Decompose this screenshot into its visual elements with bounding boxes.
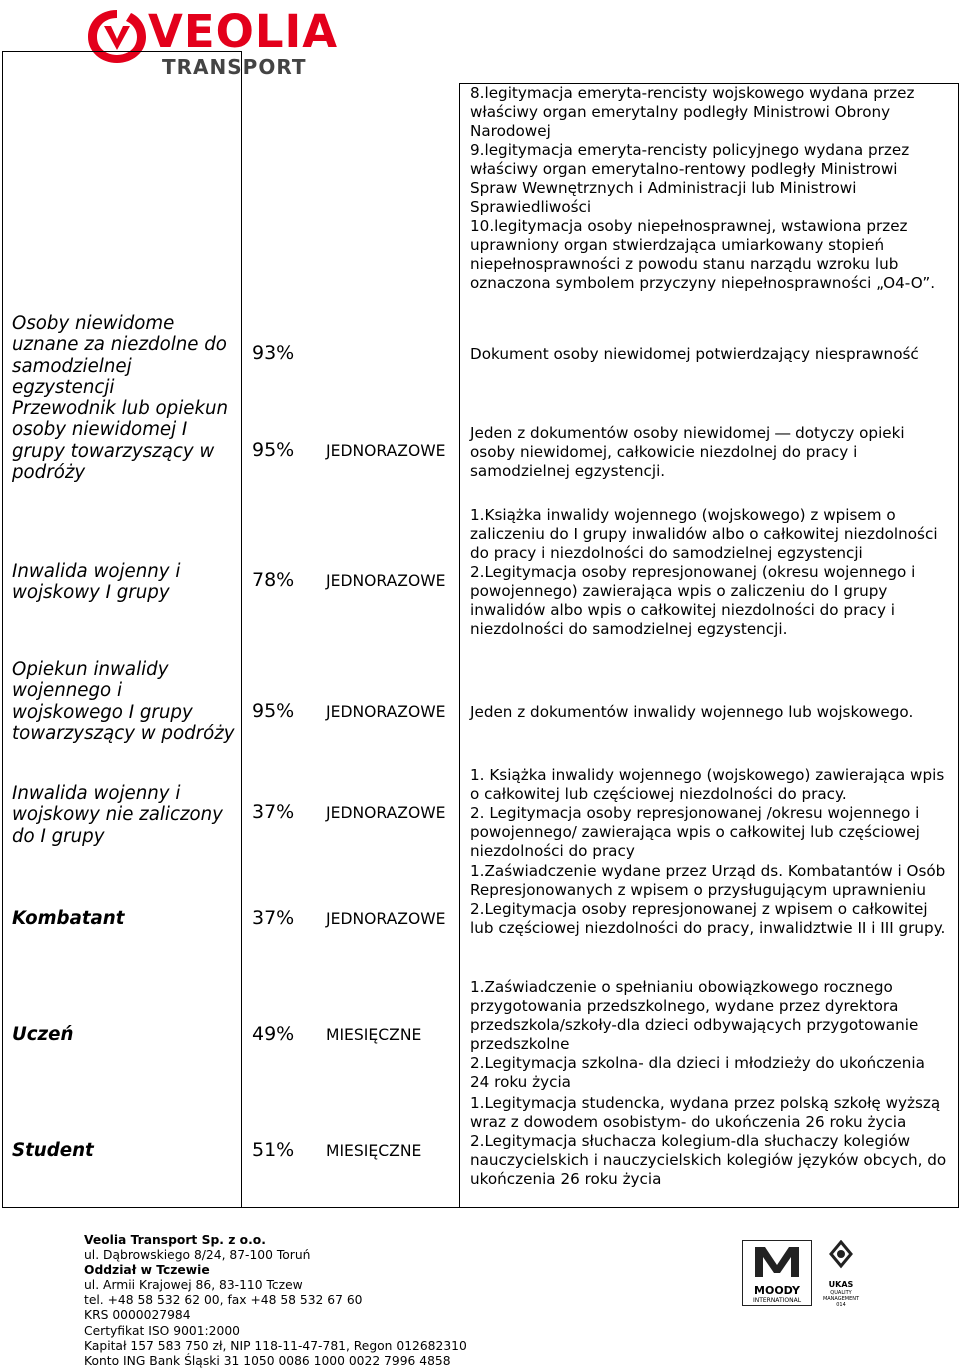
type-cell-6: JEDNORAZOWE [326,910,446,928]
document-cell-0 [470,84,948,293]
document-cell-6: 1.Zaświadczenie wydane przez Urząd ds. Kombatantów i Osób Represjonowanych z wpisem o przysługującym uprawnieniu 2.Legitymacja osoby represjonowanej z wpisem o całkowitej lub częściowej niezdolności do pracy, inwalidztwie II i III grupy. [470,862,946,937]
category-cell-3: Inwalida wojenny i wojskowy I grupy [12,561,181,604]
logo-subtitle: TRANSPORT [162,55,307,79]
percent-cell-3: 78% [252,569,295,591]
document-cell-8: 1.Legitymacja studencka, wydana przez polską szkołę wyższą wraz z dowodem osobistym- do ukończenia 26 roku życia 2.Legitymacja słuchacza kolegium-dla słuchaczy kolegiów nauczycielskich i nauczycielskich kolegiów języków obcych, do ukończenia 26 roku życia [470,1094,947,1188]
footer-bank: Konto ING Bank Śląski 31 1050 0086 1000 0022 7996 4858 [84,1353,451,1368]
ukas-cert-logo [818,1240,864,1308]
category-cell-1: Osoby niewidome uznane za niezdolne do samodzielnej egzystencji [12,313,227,398]
moody-cert-logo [742,1240,812,1306]
logo-wordmark: VEOLIA [148,5,339,58]
moody-name: MOODY [754,1284,800,1297]
ukas-number: 014 [836,1302,846,1308]
document-text: 8.legitymacja emeryta-rencisty wojskowego wydana przez właściwy organ emerytalny podległy Ministrowi Obrony Narodowej 9.legitymacja emeryta-rencisty policyjnego wydana przez właściwy organ emerytalno-rentowy podległy Ministrowi Spraw Wewnętrznych i Administracji lub Ministrowi Sprawiedliwości 10.legitymacja osoby niepełnosprawnej, wstawiona przez uprawniony organ stwierdzająca umiarkowany stopień niepełnosprawności z powodu stanu narządu wzroku lub oznaczona symbolem przyczyny niepełnosprawności „O4-O”. [470,84,936,292]
document-cell-5: 1. Książka inwalidy wojennego (wojskowego) zawierająca wpis o całkowitej lub częściowej niezdolności do pracy. 2. Legitymacja osoby represjonowanej /okresu wojennego i powojennego/ zawierająca wpis o całkowitej lub częściowej niezdolności do pracy [470,766,945,860]
document-cell-2: Jeden z dokumentów osoby niewidomej ― dotyczy opieki osoby niewidomej, całkowicie niezdolnej do pracy i samodzielnej egzystencji. [470,424,905,480]
document-cell-7: 1.Zaświadczenie o spełnianiu obowiązkowego rocznego przygotowania przedszkolnego, wydane przez dyrektora przedszkola/szkoły-dla dzieci odbywających przygotowanie przedszkolne 2.Legitymacja szkolna- dla dzieci i młodzieży do ukończenia 24 roku życia [470,978,925,1091]
veolia-logo [86,4,339,80]
category-cell-4: Opiekun inwalidy wojennego i wojskowego I grupy towarzyszący w podróży [12,659,235,744]
type-cell-3: JEDNORAZOWE [326,572,446,590]
type-cell-5: JEDNORAZOWE [326,804,446,822]
percent-cell-6: 37% [252,907,295,929]
type-cell-8: MIESIĘCZNE [326,1142,422,1160]
percent-cell-8: 51% [252,1139,295,1161]
footer-iso: Certyfikat ISO 9001:2000 [84,1323,240,1338]
percent-cell-4: 95% [252,700,295,722]
footer-krs: KRS 0000027984 [84,1308,191,1323]
percent-cell-7: 49% [252,1023,295,1045]
category-cell-8: Student [12,1140,94,1161]
category-cell-5: Inwalida wojenny i wojskowy nie zaliczony do I grupy [12,783,223,847]
percent-cell-2: 95% [252,439,295,461]
footer-company-name: Veolia Transport Sp. z o.o. [84,1233,266,1247]
ukas-crown-icon [818,1240,864,1276]
percent-cell-1: 93% [252,342,295,364]
type-cell-7: MIESIĘCZNE [326,1026,422,1044]
type-cell-4: JEDNORAZOWE [326,703,446,721]
document-cell-3: 1.Książka inwalidy wojennego (wojskowego) z wpisem o zaliczeniu do I grupy inwalidów albo o całkowitej niezdolności do pracy i niezdolności do samodzielnej egzystencji 2.Legitymacja osoby represjonowanej (okresu wojennego i powojennego) zawierająca wpis o zaliczeniu do I grupy inwalidów albo wpis o całkowitej niezdolności do pracy i niezdolności do samodzielnej egzystencji. [470,506,938,638]
footer-phone: tel. +48 58 532 62 00, fax +48 58 532 67 60 [84,1293,363,1308]
document-cell-1: Dokument osoby niewidomej potwierdzający niesprawność [470,345,919,363]
percent-cell-5: 37% [252,801,295,823]
company-footer [84,1233,467,1369]
ukas-subtitle: QUALITY MANAGEMENT [822,1290,860,1302]
ukas-name: UKAS [828,1280,854,1289]
moody-emblem-icon [743,1241,811,1281]
category-cell-6: Kombatant [12,908,125,929]
category-cell-7: Uczeń [12,1024,74,1045]
category-cell-2: Przewodnik lub opiekun osoby niewidomej I grupy towarzyszący w podróży [12,398,229,483]
document-cell-4: Jeden z dokumentów inwalidy wojennego lub wojskowego. [470,703,914,721]
footer-address: ul. Dąbrowskiego 8/24, 87-100 Toruń [84,1248,311,1263]
footer-branch-address: ul. Armii Krajowej 86, 83-110 Tczew [84,1278,303,1293]
veolia-emblem-icon [86,6,148,66]
type-cell-2: JEDNORAZOWE [326,442,446,460]
footer-branch: Oddział w Tczewie [84,1263,210,1278]
footer-capital: Kapitał 157 583 750 zł, NIP 118-11-47-781, Regon 012682310 [84,1338,467,1353]
moody-subtitle: INTERNATIONAL [752,1297,802,1304]
